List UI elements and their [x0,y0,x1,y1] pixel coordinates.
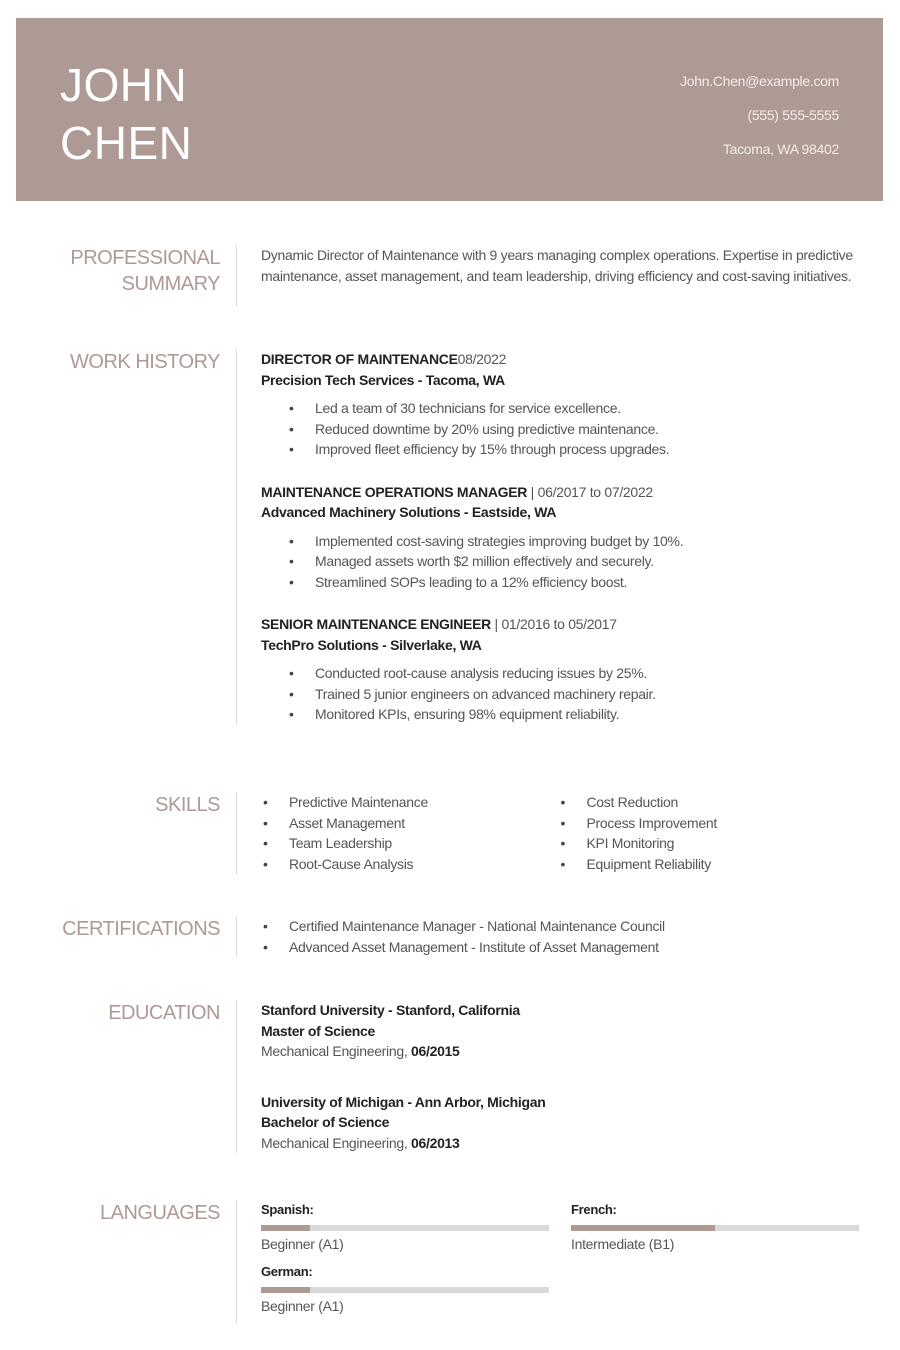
last-name: CHEN [60,117,193,169]
school: Stanford University - Stanford, California [261,1002,520,1018]
bullet-item: • Improved fleet efficiency by 15% through process upgrades. [261,439,856,460]
language-name: French: [571,1202,617,1217]
language-level: Beginner (A1) [261,1235,344,1252]
skills-list [236,792,856,874]
heading-line: PROFESSIONAL [70,247,220,269]
company: TechPro Solutions - Silverlake, WA [261,636,482,653]
section-heading: LANGUAGES [100,1202,220,1224]
job-title-line [261,349,856,370]
language-level: Beginner (A1) [261,1297,344,1314]
section-heading: SKILLS [155,794,220,816]
job-bullets [261,531,856,593]
skill-item: • Cost Reduction [559,792,857,813]
job-entry [261,614,856,725]
language-level: Intermediate (B1) [571,1235,675,1252]
language-name: German: [261,1264,313,1279]
proficiency-bar [261,1225,549,1231]
skill-item: • Process Improvement [559,813,857,834]
job-entry [261,482,856,593]
bullet-item: • Conducted root-cause analysis reducing issues by 25%. [261,663,856,684]
job-bullets [261,398,856,460]
bullet-item: • Implemented cost-saving strategies improving budget by 10%. [261,531,856,552]
skills-column [261,792,559,874]
cert-list [261,916,856,957]
school: University of Michigan - Ann Arbor, Michigan [261,1093,546,1110]
phone: (555) 555-5555 [747,107,839,123]
skill-item: • Predictive Maintenance [261,792,559,813]
skill-item: • Root-Cause Analysis [261,854,559,875]
section-heading: CERTIFICATIONS [62,918,220,940]
field: Mechanical Engineering, [261,1043,412,1059]
job-dates: | 06/2017 to 07/2022 [527,483,653,500]
section-heading: WORK HISTORY [70,351,220,373]
skill-item: • Team Leadership [261,833,559,854]
field-line [261,1041,856,1062]
bullet-item: • Managed assets worth $2 million effectively and securely. [261,551,856,572]
language-item [571,1200,881,1254]
cert-item: • Certified Maintenance Manager - National Maintenance Council [261,916,856,937]
education-entry [261,1092,856,1154]
proficiency-bar [261,1287,549,1293]
first-name: JOHN [60,59,188,111]
skill-item: • Equipment Reliability [559,854,857,875]
degree: Master of Science [261,1022,375,1039]
job-dates: 08/2022 [457,351,507,367]
company: Advanced Machinery Solutions - Eastside, WA [261,504,557,520]
graduation-date: 06/2013 [411,1134,460,1151]
skill-item: • KPI Monitoring [559,833,857,854]
email[interactable]: John.Chen@example.com [680,73,839,89]
bullet-item: • Reduced downtime by 20% using predictive maintenance. [261,419,856,440]
certifications-list [236,916,856,957]
job-title-line [261,482,856,503]
education-entry [261,1000,856,1062]
field-line [261,1133,856,1154]
job-title: DIRECTOR OF MAINTENANCE [261,351,458,367]
languages-list [236,1200,856,1324]
company: Precision Tech Services - Tacoma, WA [261,371,505,388]
field: Mechanical Engineering, [261,1134,412,1151]
job-title: MAINTENANCE OPERATIONS MANAGER [261,483,528,500]
job-entry [261,349,856,460]
proficiency-fill [261,1225,310,1231]
section-heading: EDUCATION [108,1002,220,1024]
education-list [236,1000,856,1153]
skills-column [559,792,857,874]
bullet-item: • Trained 5 junior engineers on advanced machinery repair. [261,684,856,705]
bullet-item: • Led a team of 30 technicians for service excellence. [261,398,856,419]
job-bullets [261,663,856,725]
jobs-list [236,349,856,725]
language-item [261,1200,571,1254]
summary-text: Dynamic Director of Maintenance with 9 years managing complex operations. Expertise in predictive maintenance, asset management, and team leadership, driving efficiency and cost-saving initiatives. [236,245,856,306]
candidate-name [60,56,192,172]
proficiency-fill [261,1287,310,1293]
job-title-line [261,614,856,635]
proficiency-fill [571,1225,715,1231]
skill-item: • Asset Management [261,813,559,834]
location: Tacoma, WA 98402 [722,141,839,157]
job-dates: | 01/2016 to 05/2017 [490,616,617,632]
section-heading [40,245,220,297]
graduation-date: 06/2015 [411,1043,460,1059]
contact-info [680,64,839,166]
cert-item: • Advanced Asset Management - Institute of Asset Management [261,937,856,958]
degree: Bachelor of Science [261,1114,390,1130]
bullet-item: • Monitored KPIs, ensuring 98% equipment reliability. [261,704,856,725]
heading-line: SUMMARY [121,273,220,295]
proficiency-bar [571,1225,859,1231]
language-name: Spanish: [261,1202,314,1217]
job-title: SENIOR MAINTENANCE ENGINEER [261,616,491,632]
language-item [261,1262,571,1316]
resume-header [16,18,883,201]
bullet-item: • Streamlined SOPs leading to a 12% efficiency boost. [261,572,856,593]
